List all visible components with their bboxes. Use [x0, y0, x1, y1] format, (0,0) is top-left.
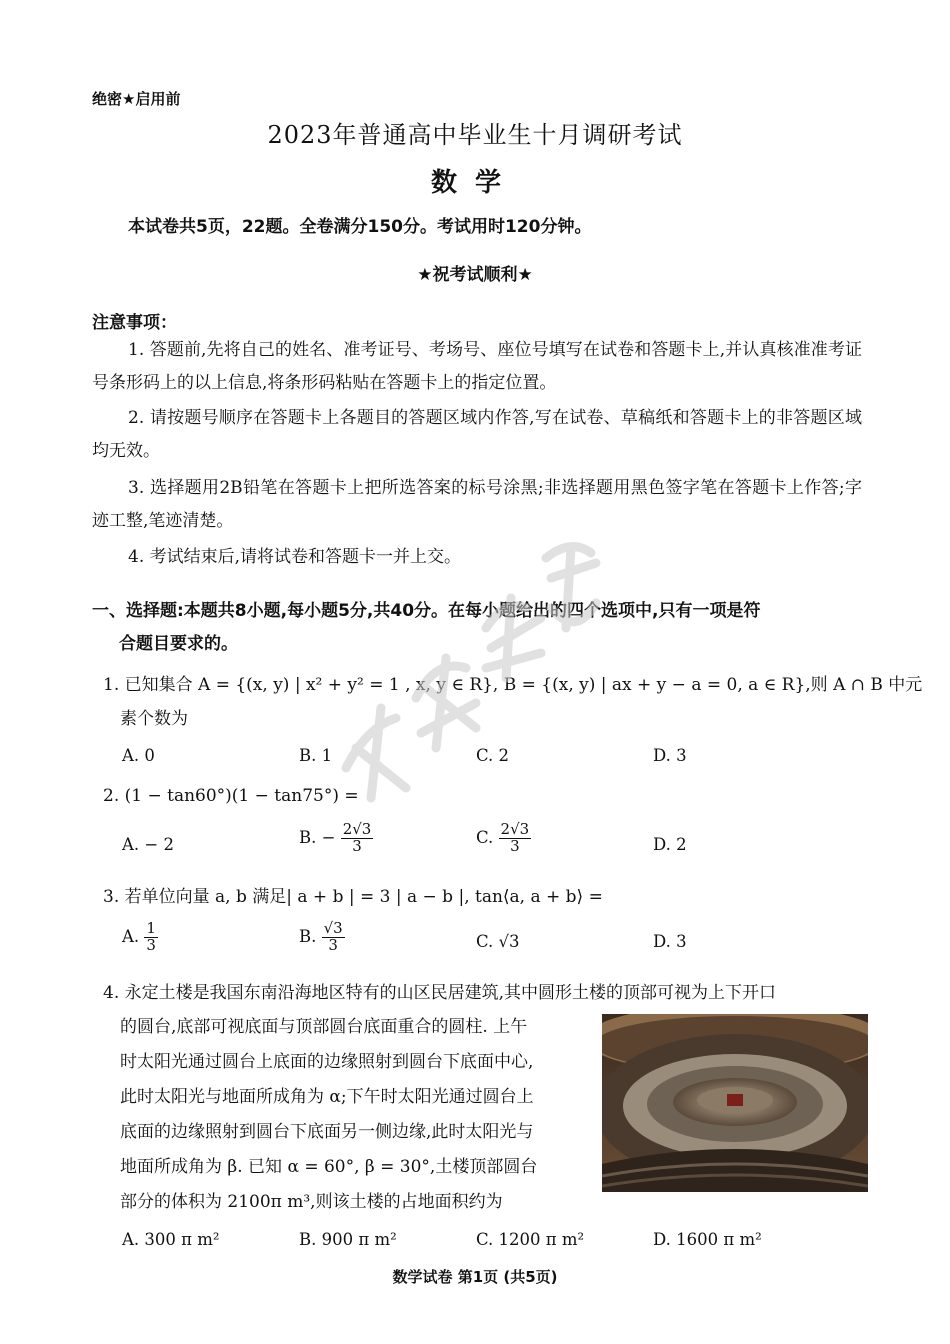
notice-item-2: 2. 请按题号顺序在答题卡上各题目的答题区域内作答,写在试卷、草稿纸和答题卡上的非答题区域均无效。 [92, 408, 862, 461]
q4-option-c: C. 1200 π m² [476, 1230, 585, 1249]
q4-text-line: 此时太阳光与地面所成角为 α;下午时太阳光通过圆台上 [120, 1087, 534, 1107]
tulou-photo [602, 1014, 868, 1192]
q3-option-b-fraction [322, 921, 345, 954]
notice-item-3: 3. 选择题用2B铅笔在答题卡上把所选答案的标号涂黑;非选择题用黑色签字笔在答题卡上作答;字迹工整,笔迹清楚。 [92, 478, 862, 531]
q3-option-b-prefix: B. [299, 926, 317, 946]
fraction-numerator: 2√3 [500, 820, 530, 838]
q3-option-b [299, 921, 345, 954]
q2-stem: 2. (1 − tan60°)(1 − tan75°) = [103, 786, 359, 806]
q3-option-c: C. √3 [476, 932, 520, 951]
q2-option-c [476, 822, 531, 855]
fraction-numerator: 2√3 [342, 820, 372, 838]
exam-title: 2023年普通高中毕业生十月调研考试 [267, 121, 683, 149]
subject-title: 数学 [430, 168, 519, 198]
q4-text-line: 地面所成角为 β. 已知 α = 60°, β = 30°,土楼顶部圆台 [120, 1157, 538, 1177]
q1-stem-line1: 1. 已知集合 A = {(x, y) | x² + y² = 1 , x, y ∈ R}, B = {(x, y) | ax + y − a = 0, a ∈ R},则 A ∩ B 中元 [103, 675, 923, 695]
q3-option-a-fraction [144, 921, 158, 954]
q3-option-a [122, 921, 158, 954]
exam-info: 本试卷共5页，22题。全卷满分150分。考试用时120分钟。 [128, 217, 592, 237]
q2-option-c-prefix: C. [476, 827, 494, 847]
q2-option-a: A. − 2 [122, 835, 174, 854]
fraction-numerator: 1 [146, 919, 156, 937]
q3-option-a-prefix: A. [122, 926, 140, 946]
fraction-denominator: 3 [146, 935, 156, 954]
page-footer: 数学试卷 第1页 (共5页) [392, 1268, 558, 1286]
q4-text-line: 时太阳光通过圆台上底面的边缘照射到圆台下底面中心, [120, 1052, 534, 1072]
watermark [326, 518, 616, 818]
q3-option-d: D. 3 [653, 932, 687, 951]
notice-heading: 注意事项： [92, 313, 177, 333]
good-luck-line: ★祝考试顺利★ [417, 265, 533, 285]
q1-option-d: D. 3 [653, 746, 687, 765]
q4-option-b: B. 900 π m² [299, 1230, 397, 1249]
q4-stem-body [120, 1010, 598, 1220]
notice-item-1: 1. 答题前,先将自己的姓名、准考证号、考场号、座位号填写在试卷和答题卡上,并认真核准准考证号条形码上的以上信息,将条形码粘贴在答题卡上的指定位置。 [92, 340, 862, 393]
fraction-denominator: 3 [510, 836, 520, 855]
fraction-denominator: 3 [328, 935, 338, 954]
section-heading-line2: 合题目要求的。 [119, 634, 238, 654]
q1-option-c: C. 2 [476, 746, 510, 765]
q1-option-b: B. 1 [299, 746, 333, 765]
confidential-label: 绝密★启用前 [92, 90, 181, 108]
q3-stem: 3. 若单位向量 a, b 满足| a + b | = 3 | a − b |, tan⟨a, a + b⟩ = [103, 887, 603, 907]
q1-option-a: A. 0 [122, 746, 155, 765]
section-heading-line1: 一、选择题:本题共8小题,每小题5分,共40分。在每小题给出的四个选项中,只有一项是符 [92, 601, 761, 621]
q2-option-b-prefix: B. − [299, 827, 336, 847]
fraction-denominator: 3 [352, 836, 362, 855]
q4-text-line: 部分的体积为 2100π m³,则该土楼的占地面积约为 [120, 1192, 503, 1212]
q4-text-line: 的圆台,底部可视底面与顶部圆台底面重合的圆柱. 上午 [120, 1017, 528, 1037]
q2-option-b-fraction [341, 822, 374, 855]
q4-stem-line1: 4. 永定土楼是我国东南沿海地区特有的山区民居建筑,其中圆形土楼的顶部可视为上下开口 [103, 983, 777, 1003]
q2-option-c-fraction [499, 822, 532, 855]
q2-option-b [299, 822, 373, 855]
notice-item-4: 4. 考试结束后,请将试卷和答题卡一并上交。 [128, 547, 462, 567]
q4-text-line: 底面的边缘照射到圆台下底面另一侧边缘,此时太阳光与 [120, 1122, 534, 1142]
q1-stem-line2: 素个数为 [120, 709, 188, 729]
q4-option-d: D. 1600 π m² [653, 1230, 762, 1249]
fraction-numerator: √3 [323, 919, 343, 937]
q2-option-d: D. 2 [653, 835, 687, 854]
q4-option-a: A. 300 π m² [122, 1230, 220, 1249]
